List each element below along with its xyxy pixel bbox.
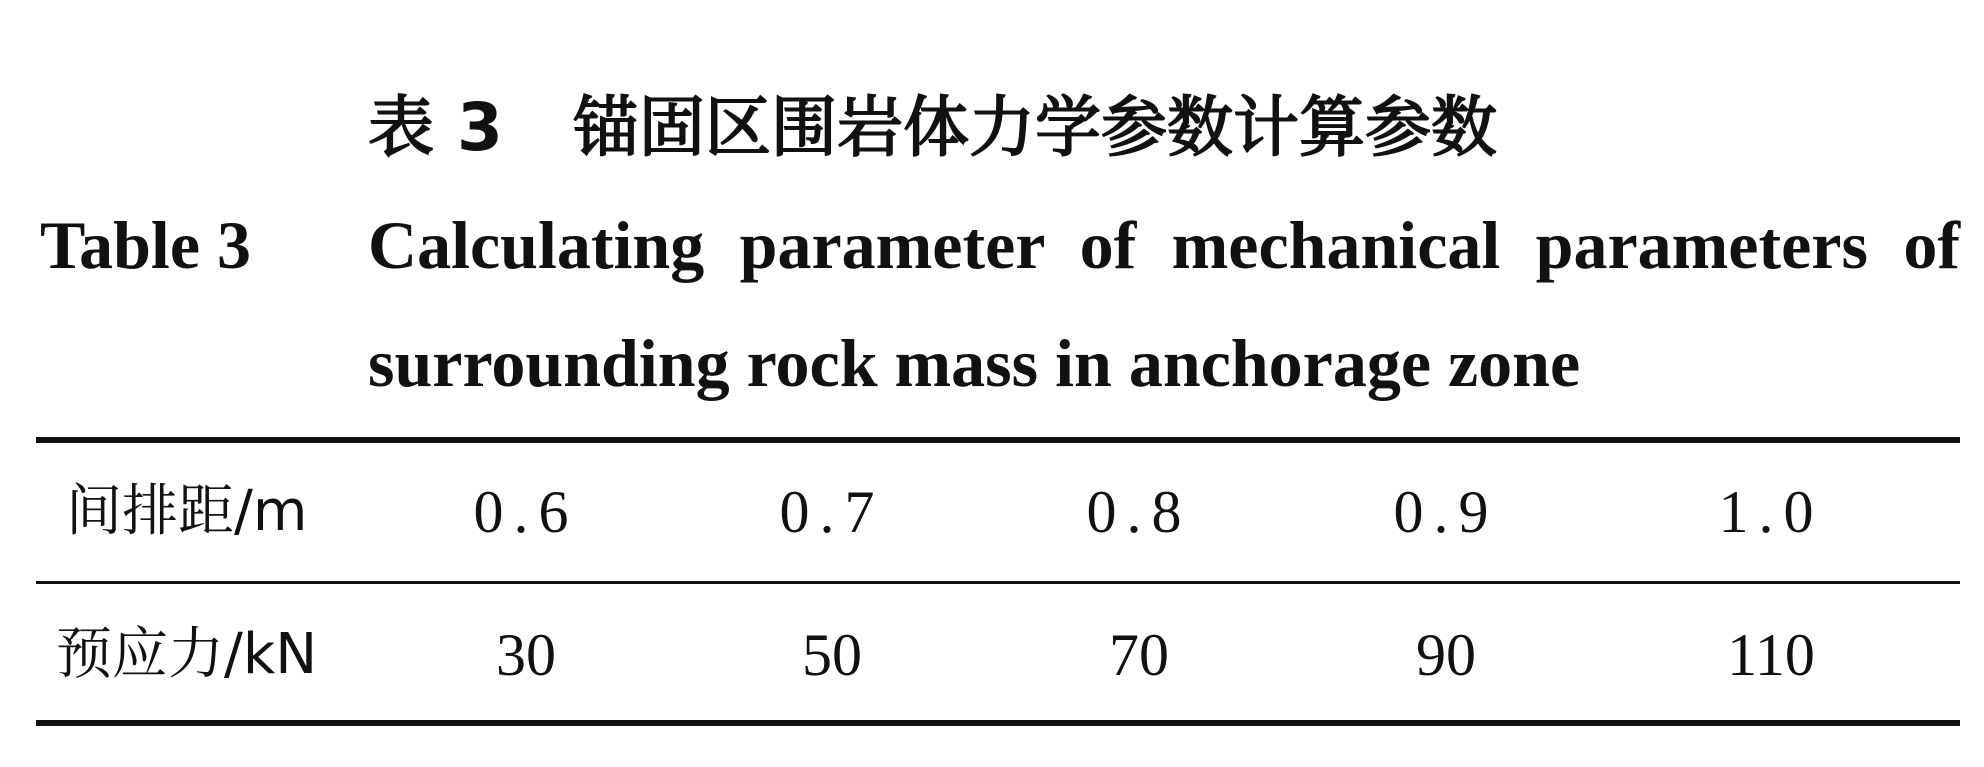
table-top-rule <box>36 437 1960 443</box>
table-middle-rule <box>36 581 1960 584</box>
table-cell: 30 <box>496 622 556 688</box>
table-row-prestress <box>36 605 1960 705</box>
table-cell: 70 <box>1109 622 1169 688</box>
caption-en-text: Calculating parameter of mechanical parameters of surrounding rock mass in anchorage zone <box>368 207 1960 401</box>
caption-chinese <box>368 88 1497 168</box>
row-header-spacing: 间排距/m <box>66 479 308 544</box>
table-bottom-rule <box>36 720 1960 726</box>
table-cell: 0.8 <box>1086 479 1192 545</box>
table-cell: 50 <box>802 622 862 688</box>
table-cell: 0.9 <box>1393 479 1499 545</box>
table-cell: 1.0 <box>1718 479 1824 545</box>
caption-en-label: Table 3 <box>40 207 252 283</box>
row-header-prestress: 预应力/kN <box>56 622 318 687</box>
table-row-spacing <box>36 462 1960 562</box>
caption-cn-text: 锚固区围岩体力学参数计算参数 <box>573 89 1497 166</box>
table-cell: 90 <box>1416 622 1476 688</box>
table-cell: 0.6 <box>473 479 579 545</box>
table-cell: 110 <box>1727 622 1815 688</box>
caption-cn-label: 表 3 <box>368 89 503 166</box>
table-cell: 0.7 <box>779 479 885 545</box>
